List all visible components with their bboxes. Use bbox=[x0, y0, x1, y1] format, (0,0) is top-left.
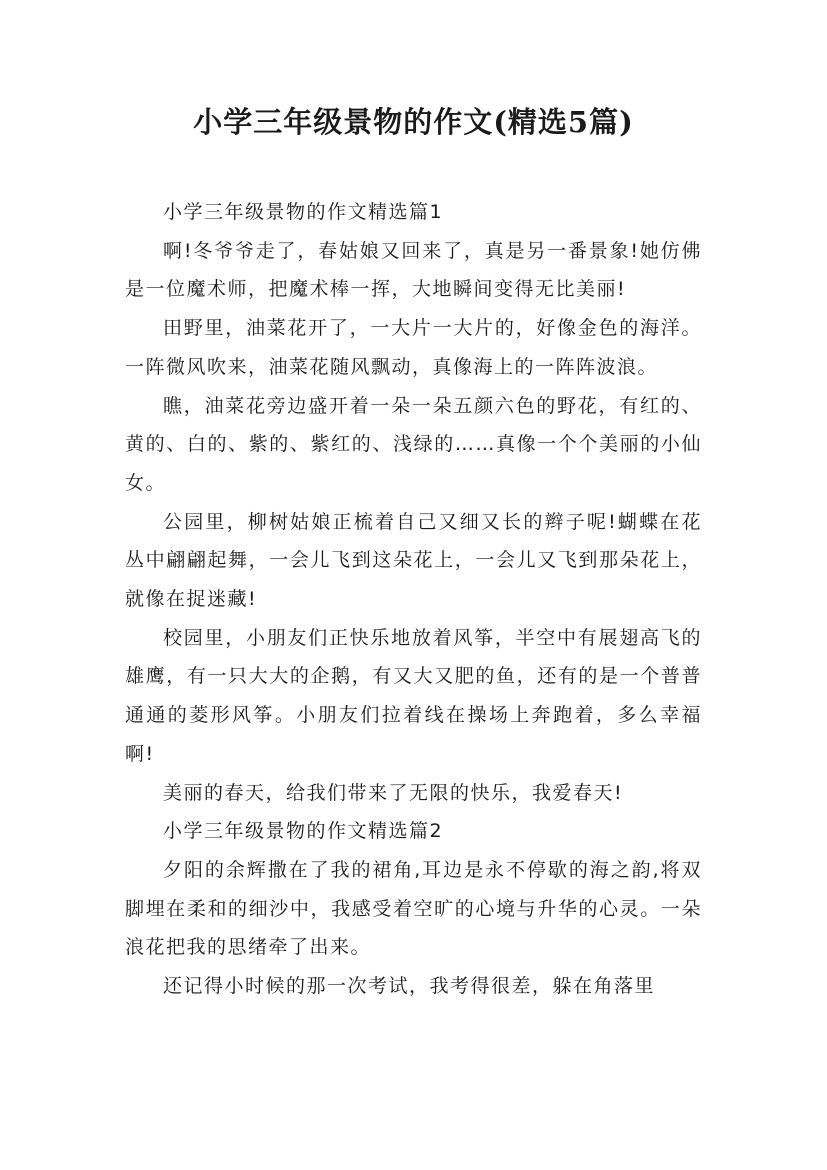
paragraph: 校园里，小朋友们正快乐地放着风筝，半空中有展翅高飞的雄鹰，有一只大大的企鹅，有又大又肥的鱼，还有的是一个普普通通的菱形风筝。小朋友们拉着线在操场上奔跑着，多么幸福啊! bbox=[125, 626, 702, 765]
paragraph: 美丽的春天，给我们带来了无限的快乐，我爱春天! bbox=[163, 781, 624, 804]
paragraph: 瞧，油菜花旁边盛开着一朵一朵五颜六色的野花，有红的、黄的、白的、紫的、紫红的、浅绿的……真像一个个美丽的小仙女。 bbox=[125, 394, 702, 494]
paragraph: 公园里，柳树姑娘正梳着自己又细又长的辫子呢!蝴蝶在花丛中翩翩起舞，一会儿飞到这朵花上，一会儿又飞到那朵花上，就像在捉迷藏! bbox=[125, 510, 702, 611]
section-heading: 小学三年级景物的作文精选篇2 bbox=[163, 820, 444, 843]
paragraph: 还记得小时候的那一次考试，我考得很差，躲在角落里 bbox=[163, 975, 656, 998]
paragraph: 啊!冬爷爷走了，春姑娘又回来了，真是另一番景象!她仿佛是一位魔术师，把魔术棒一挥，大地瞬间变得无比美丽! bbox=[125, 239, 702, 301]
section-heading: 小学三年级景物的作文精选篇1 bbox=[163, 201, 444, 223]
paragraph: 夕阳的余辉撒在了我的裙角,耳边是永不停歇的海之韵,将双脚埋在柔和的细沙中，我感受着空旷的心境与升华的心灵。一朵浪花把我的思绪牵了出来。 bbox=[125, 858, 702, 959]
document-title: 小学三年级景物的作文(精选5篇) bbox=[193, 105, 634, 139]
document-body bbox=[125, 193, 702, 1006]
paragraph: 田野里，油菜花开了，一大片一大片的，好像金色的海洋。一阵微风吹来，油菜花随风飘动，真像海上的一阵阵波浪。 bbox=[125, 317, 702, 378]
